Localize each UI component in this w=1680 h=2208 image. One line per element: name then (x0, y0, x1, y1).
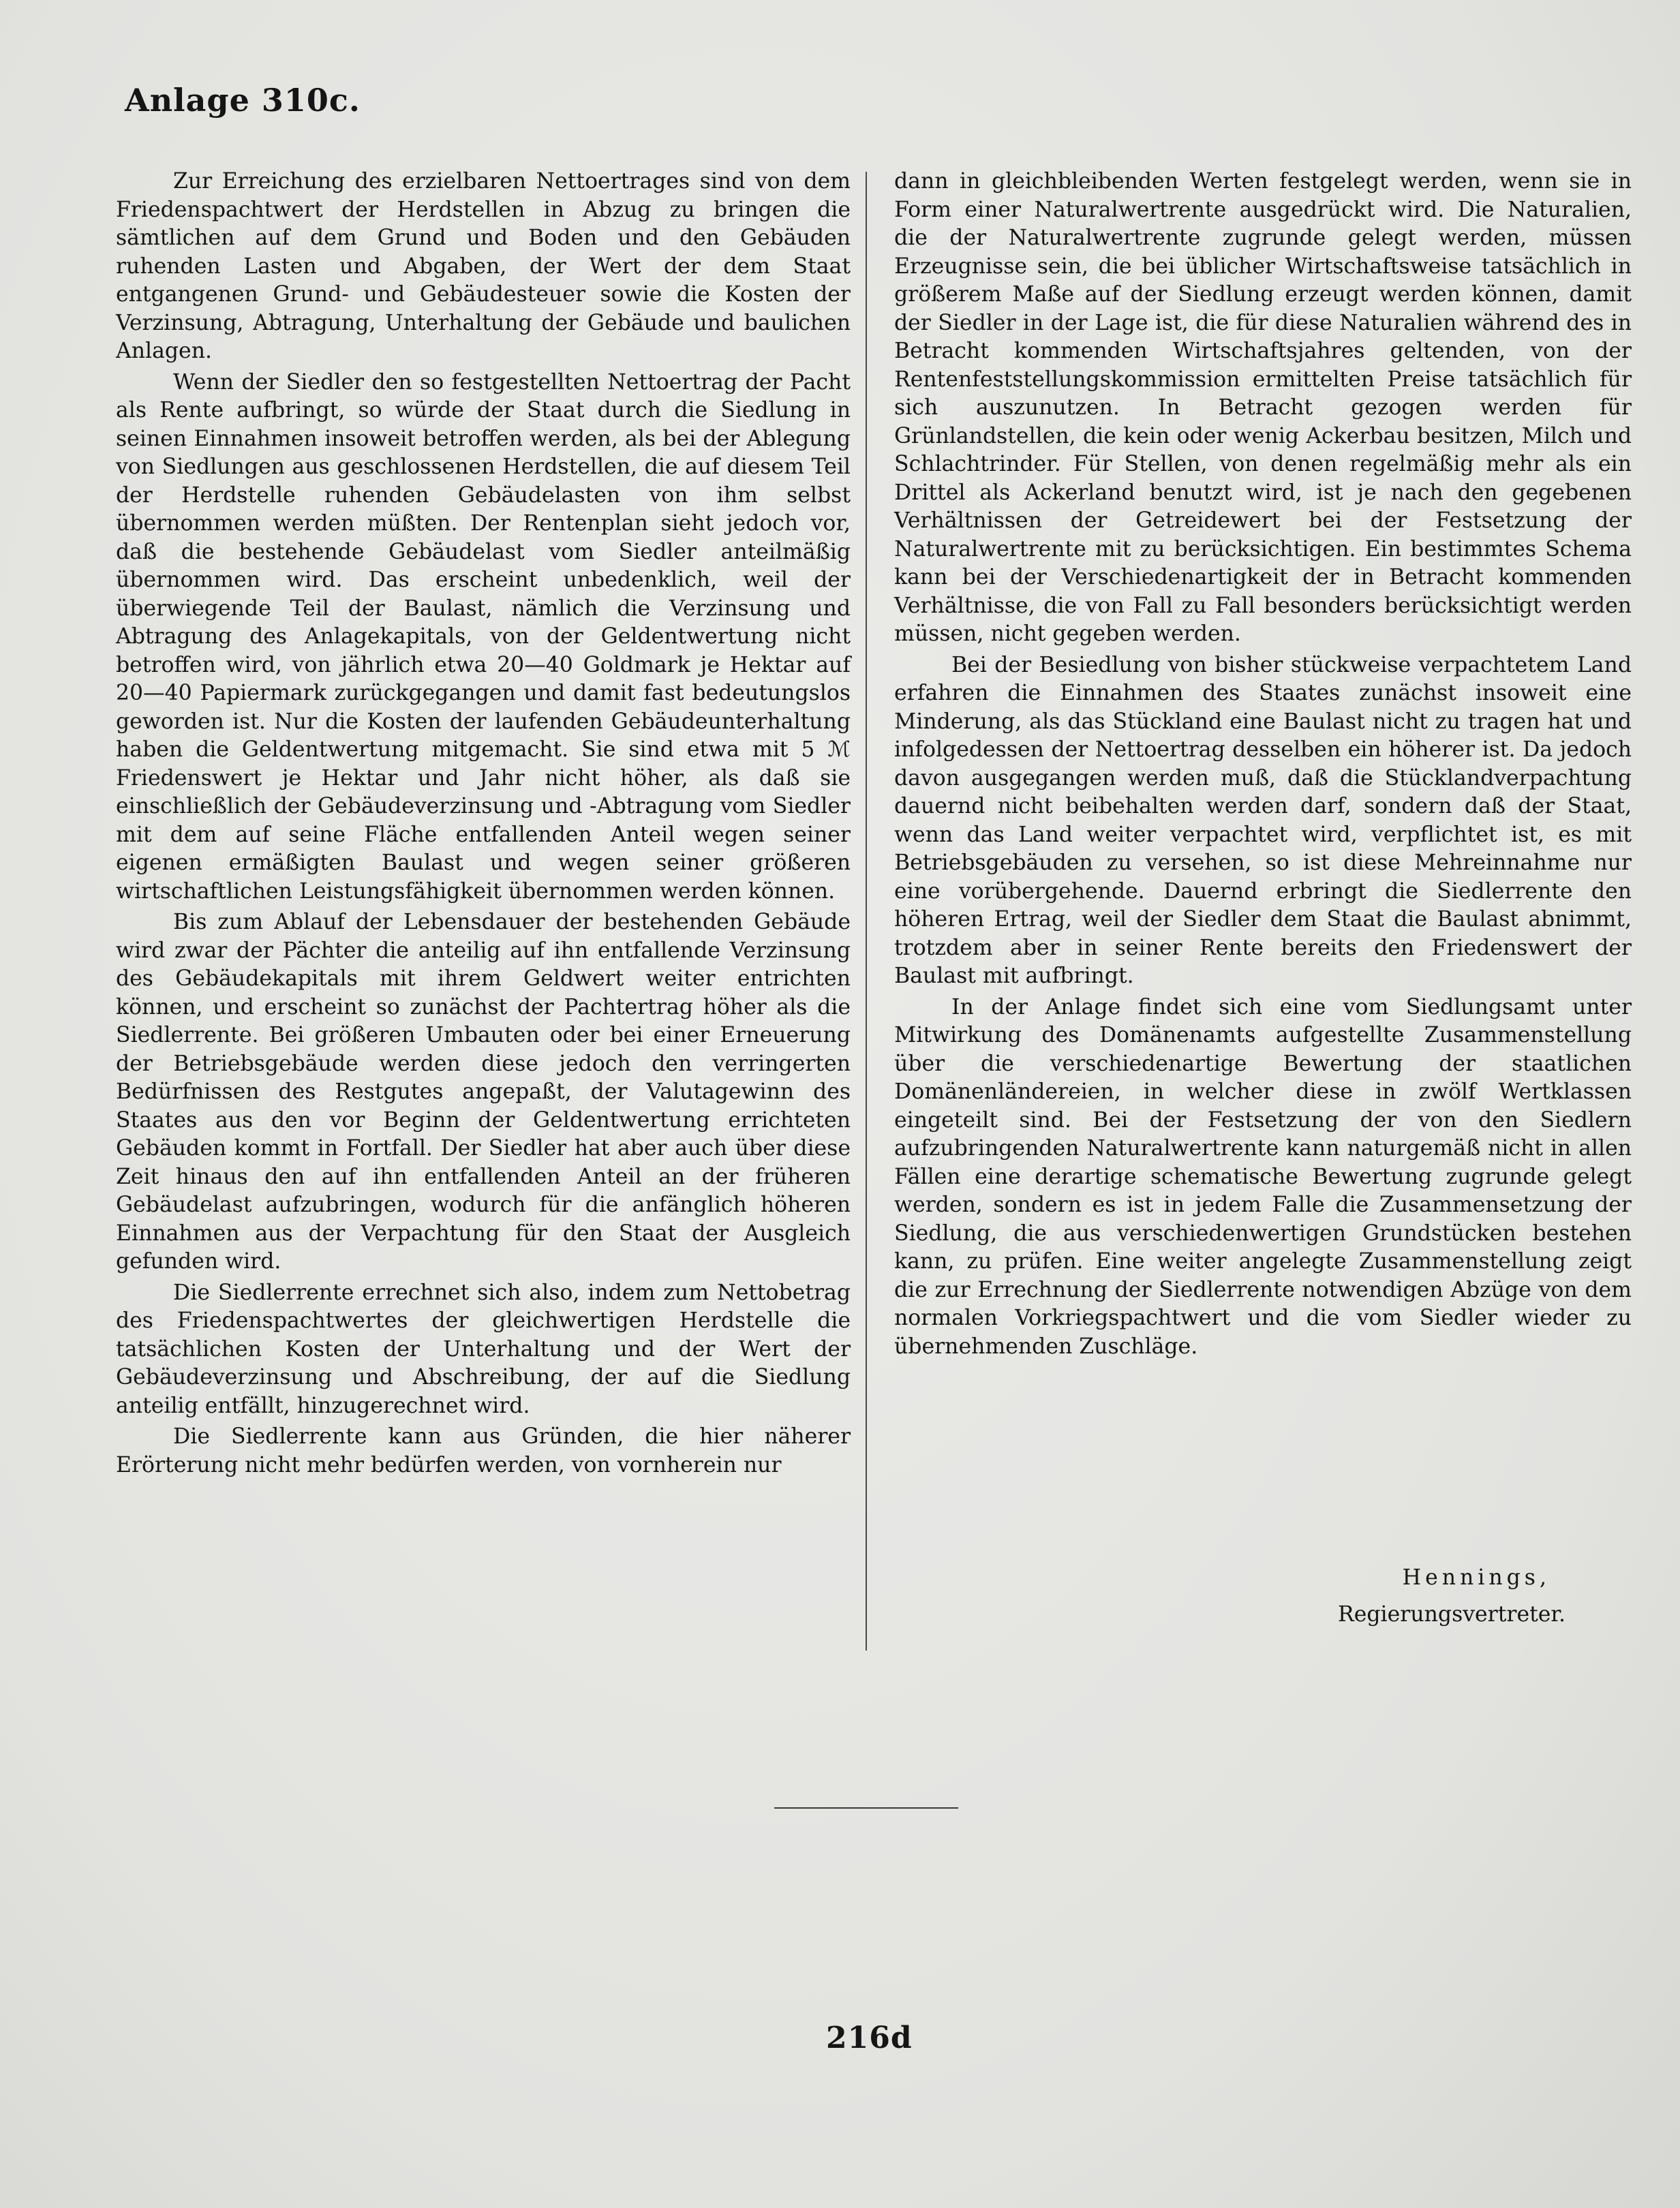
column-divider (866, 172, 867, 1651)
signature-block (1338, 1559, 1566, 1633)
annex-label: Anlage 310c. (125, 82, 361, 119)
footer-rule (774, 1807, 958, 1809)
paragraph: Wenn der Siedler den so festgestellten Nettoertrag der Pacht als Rente aufbringt, so würde der Staat durch die Siedlung in seinen Einnahmen insoweit betroffen werden, als bei der Ablegung von Siedlungen aus geschlossenen Herdstellen, die auf diesem Teil der Herdstelle ruhenden Gebäudelasten von ihm selbst übernommen werden müßten. Der Rentenplan sieht jedoch vor, daß die bestehende Gebäudelast vom Siedler anteilmäßig übernommen wird. Das erscheint unbedenklich, weil der überwiegende Teil der Baulast, nämlich die Verzinsung und Abtragung des Anlagekapitals, von der Geldentwertung nicht betroffen wird, von jährlich etwa 20—40 Goldmark je Hektar auf 20—40 Papiermark zurückgegangen und damit fast bedeutungslos geworden ist. Nur die Kosten der laufenden Gebäudeunterhaltung haben die Geldentwertung mitgemacht. Sie sind etwa mit 5 ℳ Friedenswert je Hektar und Jahr nicht höher, als daß sie einschließlich der Gebäudeverzinsung und -Abtragung vom Siedler mit dem auf seine Fläche entfallenden Anteil wegen seiner eigenen ermäßigten Baulast und wegen seiner größeren wirtschaftlichen Leistungsfähigkeit übernommen werden können. (116, 369, 851, 904)
right-column (894, 168, 1632, 1361)
left-column (116, 168, 851, 1479)
paragraph: In der Anlage findet sich eine vom Siedlungsamt unter Mitwirkung des Domänenamts aufgestellte Zusammenstellung über die verschiedenartige Bewertung der staatlichen Domänenländereien, in welcher diese in zwölf Wertklassen eingeteilt sind. Bei der Festsetzung der von den Siedlern aufzubringenden Naturalwertrente kann naturgemäß nicht in allen Fällen eine derartige schematische Bewertung zugrunde gelegt werden, sondern es ist in jedem Falle die Zusammensetzung der Siedlung, die aus verschiedenwertigen Grundstücken bestehen kann, zu prüfen. Eine weiter angelegte Zusammenstellung zeigt die zur Errechnung der Siedlerrente notwendigen Abzüge von dem normalen Vorkriegspachtwert und die vom Siedler wieder zu übernehmenden Zuschläge. (894, 994, 1632, 1359)
paragraph: Bei der Besiedlung von bisher stückweise verpachtetem Land erfahren die Einnahmen des Staates zunächst insoweit eine Minderung, als das Stückland eine Baulast nicht zu tragen hat und infolgedessen der Nettoertrag desselben ein höherer ist. Da jedoch davon ausgegangen werden muß, daß die Stücklandverpachtung dauernd nicht beibehalten werden darf, sondern daß der Staat, wenn das Land weiter verpachtet wird, verpflichtet ist, es mit Betriebsgebäuden zu versehen, so ist diese Mehreinnahme nur eine vorübergehende. Dauernd erbringt die Siedlerrente den höheren Ertrag, weil der Siedler dem Staat die Baulast abnimmt, trotzdem aber in seiner Rente bereits den Friedenswert der Baulast mit aufbringt. (894, 652, 1632, 988)
signatory-title: Regierungsvertreter. (1338, 1602, 1566, 1627)
paragraph-continuation: dann in gleichbleibenden Werten festgelegt werden, wenn sie in Form einer Naturalwertrente ausgedrückt wird. Die Naturalien, die der Naturalwertrente zugrunde gelegt werden, müssen Erzeugnisse sein, die bei üblicher Wirtschaftsweise tatsächlich in größerem Maße auf der Siedlung erzeugt werden können, damit der Siedler in der Lage ist, die für diese Naturalien während des in Betracht kommenden Wirtschaftsjahres geltenden, von der Rentenfeststellungskommission ermittelten Preise tatsächlich für sich auszunutzen. In Betracht gezogen werden für Grünlandstellen, die kein oder wenig Ackerbau besitzen, Milch und Schlachtrinder. Für Stellen, von denen regelmäßig mehr als ein Drittel als Ackerland benutzt wird, ist je nach den gegebenen Verhältnissen der Getreidewert bei der Festsetzung der Naturalwertrente mit zu berücksichtigen. Ein bestimmtes Schema kann bei der Verschiedenartigkeit der in Betracht kommenden Verhältnisse, die von Fall zu Fall besonders berücksichtigt werden müssen, nicht gegeben werden. (894, 169, 1632, 646)
paragraph: Bis zum Ablauf der Lebensdauer der bestehenden Gebäude wird zwar der Pächter die anteilig auf ihn entfallende Verzinsung des Gebäudekapitals mit ihrem Geldwert weiter entrichten können, und erscheint so zunächst der Pachtertrag höher als die Siedlerrente. Bei größeren Umbauten oder bei einer Erneuerung der Betriebsgebäude werden diese jedoch den verringerten Bedürfnissen des Restgutes angepaßt, der Valutagewinn des Staates aus den vor Beginn der Geldentwertung errichteten Gebäuden kommt in Fortfall. Der Siedler hat aber auch über diese Zeit hinaus den auf ihn entfallenden Anteil an der früheren Gebäudelast aufzubringen, wodurch für die anfänglich höheren Einnahmen aus der Verpachtung für den Staat der Ausgleich gefunden wird. (116, 910, 851, 1274)
paragraph: Die Siedlerrente errechnet sich also, indem zum Nettobetrag des Friedenspachtwertes der gleichwertigen Herdstelle die tatsächlichen Kosten der Unterhaltung und der Wert der Gebäudeverzinsung und Abschreibung, der auf die Siedlung anteilig entfällt, hinzugerechnet wird. (116, 1280, 851, 1418)
page-number: 216d (826, 2021, 913, 2055)
paragraph: Zur Erreichung des erzielbaren Nettoertrages sind von dem Friedenspachtwert der Herdstellen in Abzug zu bringen die sämtlichen auf dem Grund und Boden und den Gebäuden ruhenden Lasten und Abgaben, der Wert der dem Staat entgangenen Grund- und Gebäudesteuer sowie die Kosten der Verzinsung, Abtragung, Unterhaltung der Gebäude und baulichen Anlagen. (116, 169, 851, 363)
paragraph: Die Siedlerrente kann aus Gründen, die hier näherer Erörterung nicht mehr bedürfen werden, von vornherein nur (116, 1424, 851, 1477)
signatory-name: Hennings, (1402, 1565, 1551, 1590)
